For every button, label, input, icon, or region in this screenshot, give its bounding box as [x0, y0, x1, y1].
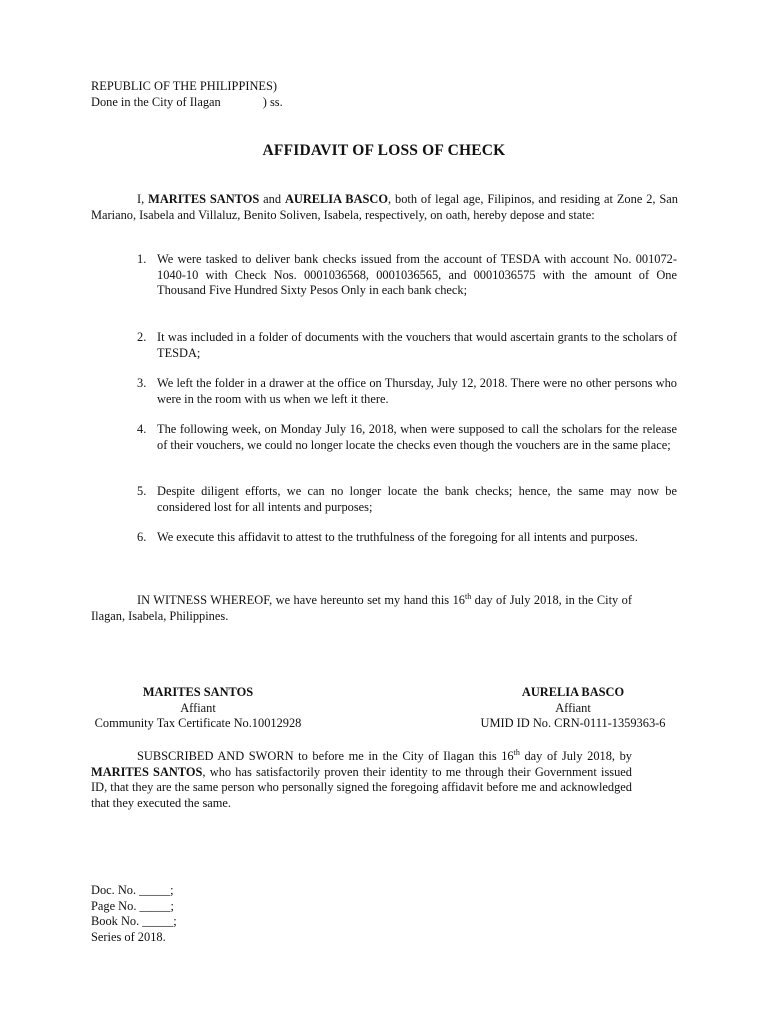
venue-ss: ) ss. [262, 95, 283, 109]
signatory-name: MARITES SANTOS [142, 685, 254, 699]
signatory-id: Community Tax Certificate No.10012928 [94, 716, 302, 730]
jurat-after: , who has satisfactorily proven their identity to me through their Government issued ID, that they are the same person who personally signed the foregoing affidavit before me and acknowledged that they executed the same. [91, 764, 632, 810]
jurat-mid: day of July 2018, by [519, 749, 633, 763]
list-item-number: 4. [137, 422, 147, 436]
venue-city: Done in the City of Ilagan [91, 95, 221, 109]
witness-paragraph [91, 593, 632, 624]
page-number: Page No. _____; [91, 898, 174, 913]
doc-number: Doc. No. _____; [91, 883, 174, 897]
document-title: AFFIDAVIT OF LOSS OF CHECK [262, 142, 506, 159]
jurat-day-suffix: th [513, 747, 520, 757]
intro-and: and [259, 192, 285, 206]
notarial-register-block [91, 883, 291, 945]
intro-prefix: I, [137, 192, 149, 206]
jurat-paragraph [91, 749, 632, 811]
witness-before: IN WITNESS WHEREOF, we have hereunto set my hand this 16 [137, 593, 465, 607]
list-item-text: The following week, on Monday July 16, 2018, when were supposed to call the scholars for the release of their vouchers, we could no longer locate the checks even though the vouchers are in the same place; [157, 422, 677, 452]
witness-after: day of July 2018, in the City of Ilagan, Isabela, Philippines. [91, 593, 632, 623]
intro-affiant-1: MARITES SANTOS [148, 192, 260, 206]
series-year: Series of 2018. [91, 929, 166, 944]
signatory-left [91, 685, 305, 732]
book-number: Book No. _____; [91, 914, 177, 928]
list-item-text: We execute this affidavit to attest to the truthfulness of the foregoing for all intents and purposes. [157, 530, 638, 544]
signatory-id: UMID ID No. CRN-0111-1359363-6 [480, 716, 666, 730]
list-item-text: It was included in a folder of documents with the vouchers that would ascertain grants to the scholars of TESDA; [157, 330, 677, 360]
list-item-number: 1. [137, 252, 147, 266]
jurat-affiant-name: MARITES SANTOS [91, 764, 203, 779]
jurat-before: SUBSCRIBED AND SWORN to before me in the City of Ilagan this 16 [137, 749, 514, 763]
intro-affiant-2: AURELIA BASCO [284, 192, 388, 206]
signatory-right [466, 685, 680, 732]
list-item-text: We left the folder in a drawer at the office on Thursday, July 12, 2018. There were no other persons who were in the room with us when we left it there. [157, 376, 677, 406]
list-item-number: 5. [137, 484, 147, 498]
list-item-number: 2. [137, 330, 147, 344]
venue-republic: REPUBLIC OF THE PHILIPPINES) [91, 79, 277, 93]
venue-block [91, 79, 391, 111]
witness-day-suffix: th [464, 591, 472, 601]
list-item-text: We were tasked to deliver bank checks issued from the account of TESDA with account No. 001072-1040-10 with Check Nos. 0001036568, 0001036565, and 0001036575 with the amount of One Thousand Five Hundred Sixty Pesos Only in each bank check; [157, 252, 677, 297]
signatory-role: Affiant [180, 700, 216, 715]
list-item-number: 3. [137, 376, 147, 390]
venue-done-in [91, 95, 391, 111]
list-item-text: Despite diligent efforts, we can no longer locate the bank checks; hence, the same may now be considered lost for all intents and purposes; [157, 484, 677, 514]
signatory-role: Affiant [555, 700, 591, 715]
intro-paragraph [91, 192, 678, 223]
intro-rest: , both of legal age, Filipinos, and residing at Zone 2, San Mariano, Isabela and Villaluz, Benito Soliven, Isabela, respectively, on oath, hereby depose and state: [91, 192, 679, 222]
list-item-number: 6. [137, 530, 147, 544]
signatory-name: AURELIA BASCO [521, 685, 625, 699]
